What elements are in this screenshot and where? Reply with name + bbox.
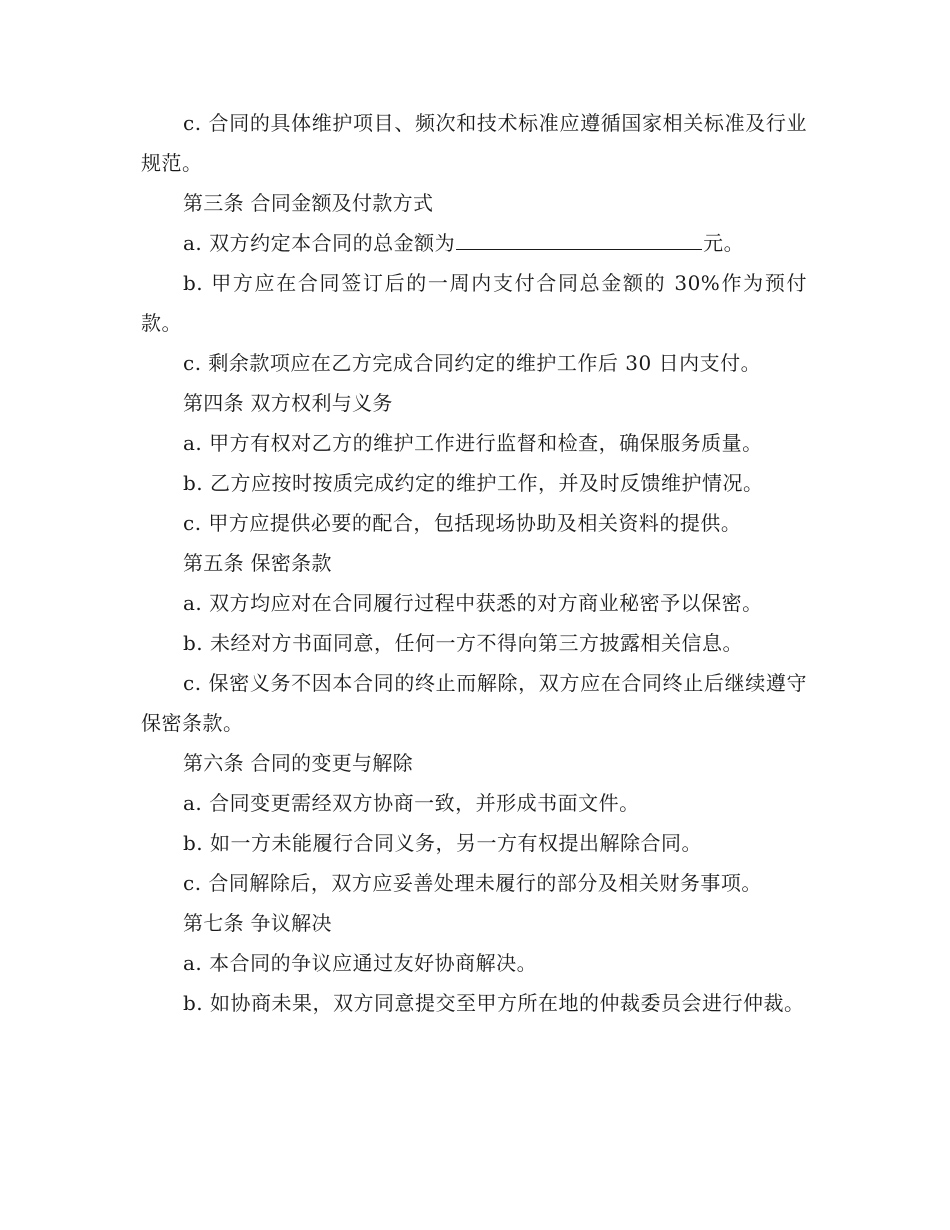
clause-heading: 第七条 争议解决 (183, 911, 332, 935)
clause-item: c. 合同解除后，双方应妥善处理未履行的部分及相关财务事项。 (183, 871, 762, 895)
clause-item-with-blank (141, 223, 807, 263)
clause-item: b. 如协商未果，双方同意提交至甲方所在地的仲裁委员会进行仲裁。 (183, 991, 805, 1015)
clause-heading: 第六条 合同的变更与解除 (183, 751, 413, 775)
clause-item: b. 乙方应按时按质完成约定的维护工作，并及时反馈维护情况。 (183, 471, 764, 495)
clause-item: c. 剩余款项应在乙方完成合同约定的维护工作后 30 日内支付。 (183, 351, 762, 375)
clause-heading: 第四条 双方权利与义务 (183, 391, 393, 415)
clause-item: c. 合同的具体维护项目、频次和技术标准应遵循国家相关标准及行业规范。 (141, 111, 807, 175)
clause-heading: 第三条 合同金额及付款方式 (183, 191, 434, 215)
document-body (141, 103, 807, 1023)
amount-blank-line (456, 227, 702, 250)
clause-item: a. 合同变更需经双方协商一致，并形成书面文件。 (183, 791, 640, 815)
clause-item: a. 甲方有权对乙方的维护工作进行监督和检查，确保服务质量。 (183, 431, 763, 455)
clause-item: b. 未经对方书面同意，任何一方不得向第三方披露相关信息。 (183, 631, 744, 655)
clause-heading: 第五条 保密条款 (183, 551, 332, 575)
clause-item: b. 甲方应在合同签订后的一周内支付合同总金额的 30%作为预付款。 (141, 271, 807, 335)
clause-item: c. 甲方应提供必要的配合，包括现场协助及相关资料的提供。 (183, 511, 742, 535)
clause-item: a. 双方均应对在合同履行过程中获悉的对方商业秘密予以保密。 (183, 591, 763, 615)
clause-item: c. 保密义务不因本合同的终止而解除，双方应在合同终止后继续遵守保密条款。 (141, 671, 807, 735)
clause-item: b. 如一方未能履行合同义务，另一方有权提出解除合同。 (183, 831, 703, 855)
clause-text-before-blank: a. 双方约定本合同的总金额为 (183, 231, 456, 255)
clause-text-after-blank: 元。 (703, 231, 745, 255)
clause-item: a. 本合同的争议应通过友好协商解决。 (183, 951, 538, 975)
